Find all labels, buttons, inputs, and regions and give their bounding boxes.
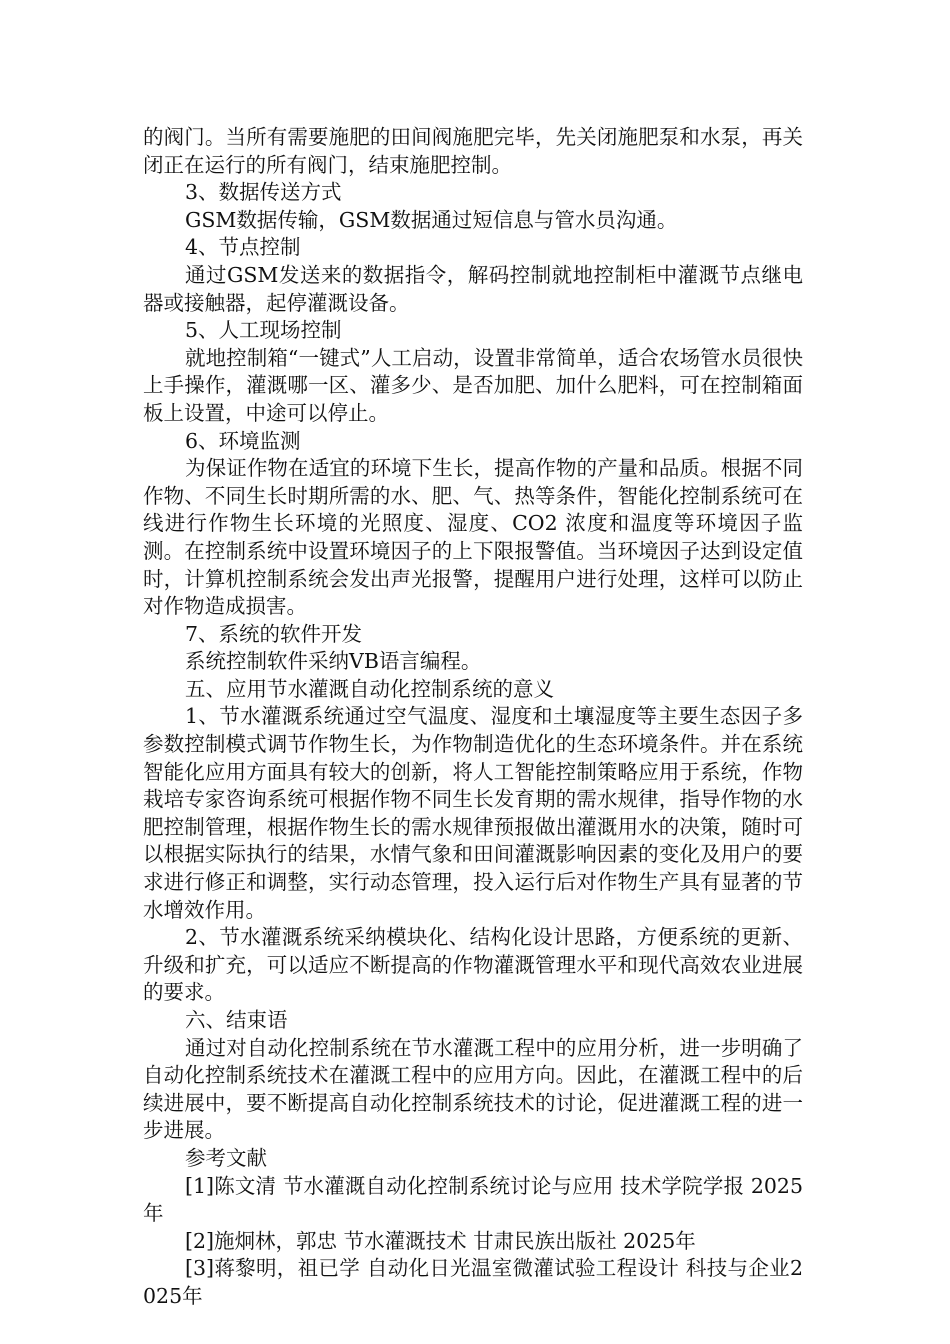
paragraph-manual-control: 就地控制箱“一键式”人工启动，设置非常简单，适合农场管水员很快上手操作，灌溉哪一区、灌多少、是否加肥、加什么肥料，可在控制箱面板上设置，中途可以停止。 (143, 345, 803, 425)
heading-conclusion: 六、结束语 (185, 1008, 288, 1032)
document-body (143, 124, 803, 1311)
reference-item: [3]蒋黎明，祖已学 自动化日光温室微灌试验工程设计 科技与企业2025年 (143, 1256, 803, 1308)
paragraph-conclusion: 通过对自动化控制系统在节水灌溉工程中的应用分析，进一步明确了自动化控制系统技术在灌溉工程中的应用方向。因此，在灌溉工程中的后续进展中，要不断提高自动化控制系统技术的讨论，促进灌溉工程的进一步进展。 (143, 1035, 803, 1143)
heading-node-control: 4、节点控制 (185, 235, 301, 260)
heading-manual-control: 5、人工现场控制 (185, 318, 342, 343)
heading-data-transfer: 3、数据传送方式 (185, 180, 342, 205)
reference-item: [2]施炯林，郭忠 节水灌溉技术 甘肃民族出版社 2025年 (185, 1228, 696, 1253)
heading-section-five: 五、应用节水灌溉自动化控制系统的意义 (185, 676, 555, 701)
paragraph-environment-monitoring: 为保证作物在适宜的环境下生长，提高作物的产量和品质。根据不同作物、不同生长时期所需的水、肥、气、热等条件，智能化控制系统可在线进行作物生长环境的光照度、湿度、CO2 浓度和温度等环境因子监测。在控制系统中设置环境因子的上下限报警值。当环境因子达到设定值时，计算机控制系统会发出声光报警，提醒用户进行处理，这样可以防止对作物造成损害。 (143, 456, 803, 619)
paragraph-significance-one: 1、节水灌溉系统通过空气温度、湿度和土壤湿度等主要生态因子多参数控制模式调节作物生长，为作物制造优化的生态环境条件。并在系统智能化应用方面具有较大的创新，将人工智能控制策略应用于系统，作物栽培专家咨询系统可根据作物不同生长发育期的需水规律，指导作物的水肥控制管理，根据作物生长的需水规律预报做出灌溉用水的决策，随时可以根据实际执行的结果，水情气象和田间灌溉影响因素的变化及用户的要求进行修正和调整，实行动态管理，投入运行后对作物生产具有显著的节水增效作用。 (143, 704, 803, 922)
paragraph-node-control: 通过GSM发送来的数据指令，解码控制就地控制柜中灌溉节点继电器或接触器，起停灌溉设备。 (143, 262, 803, 315)
paragraph-fertilization-end: 的阀门。当所有需要施肥的田间阀施肥完毕，先关闭施肥泵和水泵，再关闭正在运行的所有阀门，结束施肥控制。 (143, 125, 803, 177)
paragraph-significance-two: 2、节水灌溉系统采纳模块化、结构化设计思路，方便系统的更新、升级和扩充，可以适应不断提高的作物灌溉管理水平和现代高效农业进展的要求。 (143, 925, 803, 1005)
heading-environment-monitoring: 6、环境监测 (185, 428, 301, 453)
reference-item: [1]陈文清 节水灌溉自动化控制系统讨论与应用 技术学院学报 2025年 (143, 1173, 803, 1226)
heading-software-development: 7、系统的软件开发 (185, 621, 363, 646)
heading-references: 参考文献 (185, 1145, 268, 1170)
paragraph-software: 系统控制软件采纳VB语言编程。 (185, 649, 482, 674)
paragraph-gsm: GSM数据传输，GSM数据通过短信息与管水员沟通。 (185, 207, 678, 232)
